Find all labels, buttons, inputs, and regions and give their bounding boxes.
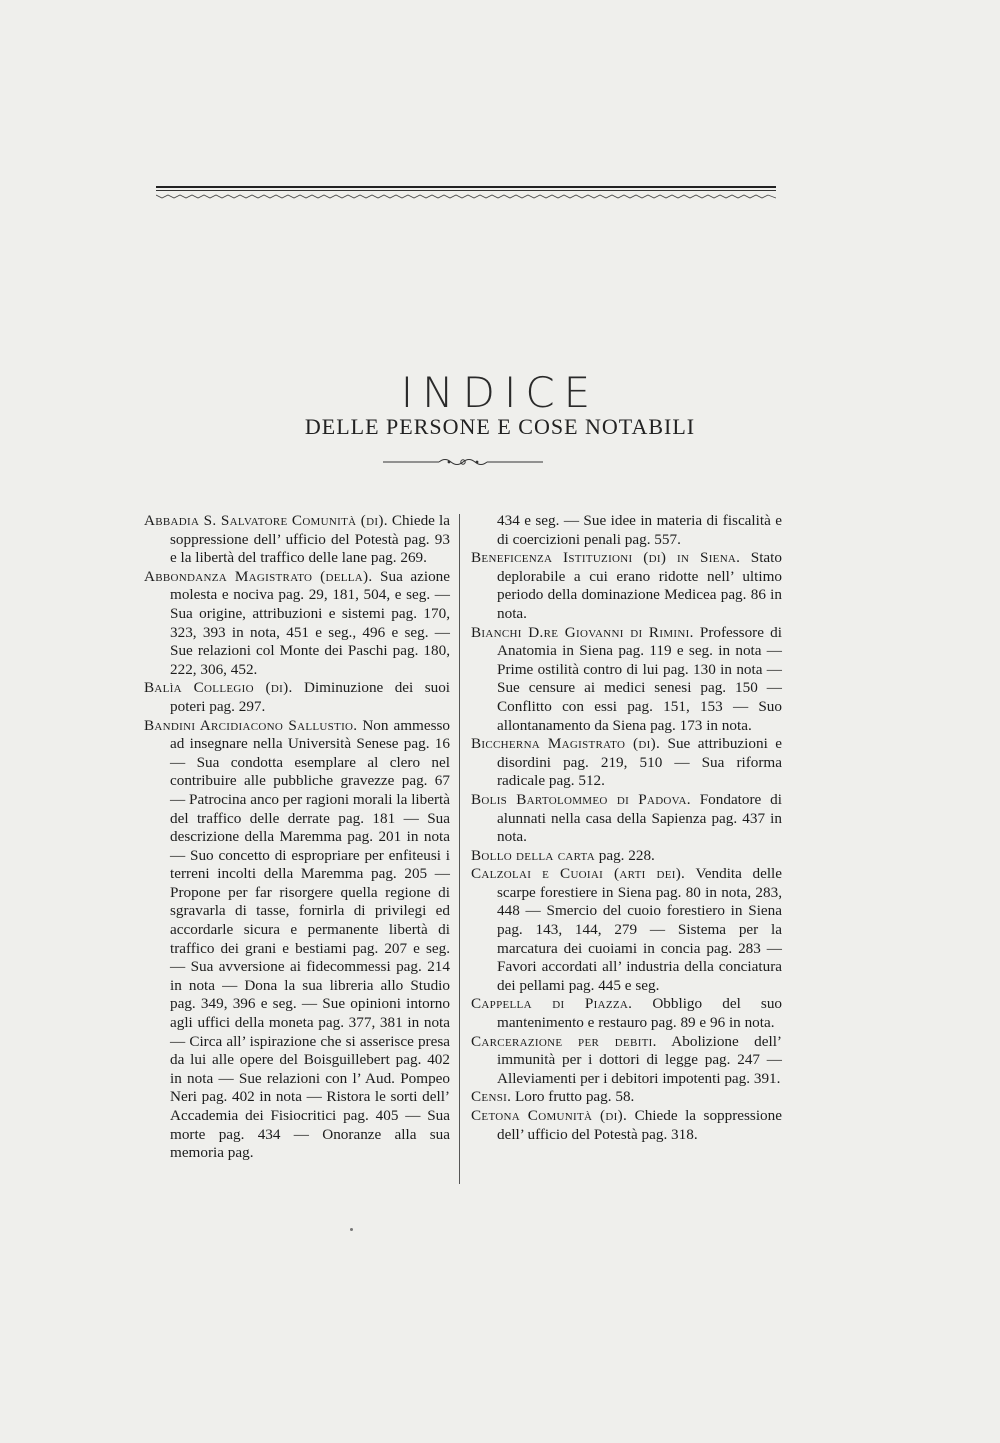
- entry-text: Obbligo del suo mantenimento e restauro pag. 89 e 96 in nota.: [497, 995, 783, 1032]
- entry-text: Non ammesso ad insegnare nella Università Senese pag. 16 — Sua condotta esemplare al clero nel contribuire alle pubbliche gravezze pag. 67 — Patrocina anco per ragioni morali la libertà del traffico delle derrate pag. 181 — Sua descrizione della Maremma pag. 201 in nota — Suo concetto di espropriare per enfiteusi i terreni incolti della Maremma pag. 205 — Propone per far risorgere quella regione di sgravarla di tasse, fornirla di privilegi ed accordarle sicura e permanente libertà di traffico dei grani e bestiami pag. 207 e seg. — Sua avversione ai fidecommessi pag. 214 in nota — Dona la sua libreria allo Studio pag. 349, 396 e seg. — Sue opinioni intorno agli uffici della moneta pag. 377, 381 in nota — Circa all’ ispirazione che si asserisce presa da lui alle opere del Boisguillebert pag. 402 in nota — Sue relazioni con l’ Aud. Pompeo Neri pag. 402 in nota — Ristora le sorti dell’ Accademia dei Fisiocritici pag. 405 — Sua morte pag. 434 — Onoranze alla sua memoria pag.: [170, 716, 450, 1162]
- entry-text: Fondatore di alunnati nella casa della Sapienza pag. 437 in nota.: [497, 790, 782, 846]
- entry-text: Diminuzione dei suoi poteri pag. 297.: [170, 679, 451, 715]
- entry-heading: Cappella di Piazza.: [471, 995, 633, 1013]
- entry-text: Sue attribuzioni e disordini pag. 219, 510 — Sua riforma radicale pag. 512.: [497, 735, 782, 790]
- index-entry: [144, 679, 450, 716]
- decorative-top-rule: [156, 186, 776, 202]
- entry-heading: Bandini Arcidiacono Sallustio.: [144, 716, 358, 734]
- index-entry: [471, 1033, 782, 1089]
- entry-heading: Abbondanza Magistrato (della).: [144, 567, 373, 585]
- index-entry: [144, 717, 450, 1163]
- entry-text: Professore di Anatomia in Siena pag. 119 e seg. in nota — Prime ostilità contro di lui pag. 130 in nota — Sue censure ai medici senesi pag. 150 — Conflitto con essi pag. 151, 153 — Suo allontanamento da Siena pag. 173 in nota.: [497, 623, 782, 734]
- entry-heading: Calzolai e Cuoiai (arti dei).: [471, 865, 686, 883]
- entry-heading: Beneficenza Istituzioni (di) in Siena.: [471, 549, 741, 567]
- paper-speck: [350, 1228, 353, 1231]
- entry-heading: Biccherna Magistrato (di).: [471, 735, 661, 753]
- index-entry: [471, 847, 782, 866]
- index-entry: [471, 1088, 782, 1107]
- index-entry: [144, 512, 450, 568]
- entry-text: Loro frutto pag. 58.: [511, 1088, 635, 1106]
- index-column-right: [471, 512, 782, 1144]
- entry-heading: Bianchi D.re Giovanni di Rimini.: [471, 623, 694, 641]
- entry-text: Chiede la soppressione dell’ ufficio del Potestà pag. 93 e la libertà del traffico delle lane pag. 269.: [170, 512, 451, 567]
- entry-text: Sua azione molesta e nociva pag. 29, 181, 504, e seg. — Sua origine, attribuzioni e sistemi pag. 170, 323, 393 in nota, 451 e seg., 496 e seg. — Sue relazioni col Monte dei Paschi pag. 180, 222, 306, 452.: [170, 567, 450, 678]
- entry-text: Abolizione dell’ immunità per i dottori di legge pag. 247 — Alleviamenti per i debitori impotenti pag. 391.: [497, 1032, 782, 1087]
- entry-heading: Bolis Bartolommeo di Padova.: [471, 790, 691, 808]
- page-subtitle: DELLE PERSONE E COSE NOTABILI: [304, 414, 696, 439]
- index-entry: [144, 568, 450, 680]
- entry-heading: Cetona Comunità (di).: [471, 1107, 628, 1124]
- entry-heading: Carcerazione per debiti.: [471, 1032, 657, 1050]
- index-entry: [471, 995, 782, 1032]
- entry-continuation: 434 e seg. — Sue idee in materia di fiscalità e di coercizioni penali pag. 557.: [497, 512, 782, 548]
- index-entry: [471, 1107, 782, 1144]
- page-title: INDICE: [400, 368, 600, 417]
- decorative-divider-ornament: [383, 455, 543, 469]
- index-entry: [471, 735, 782, 791]
- entry-text: pag. 228.: [594, 846, 655, 864]
- entry-text: Chiede la soppressione dell’ ufficio del Potestà pag. 318.: [497, 1107, 782, 1143]
- entry-heading: Balìa Collegio (di).: [144, 679, 293, 697]
- column-divider: [459, 514, 460, 1184]
- entry-heading: Abbadia S. Salvatore Comunità (di).: [144, 512, 388, 529]
- index-entry: [471, 549, 782, 623]
- entry-text: Vendita delle scarpe forestiere in Siena pag. 80 in nota, 283, 448 — Smercio del cuoio forestiero in Siena pag. 143, 144, 279 — Sistema per la marcatura dei cuoiami in concia pag. 283 — Favori accordati all’ industria della conciatura dei pellami pag. 445 e seg.: [497, 865, 782, 994]
- index-entry: [471, 791, 782, 847]
- index-entry: [471, 624, 782, 736]
- index-entry: [471, 865, 782, 995]
- entry-text: Stato deplorabile a cui erano ridotte nell’ ultimo periodo della dominazione Medicea pag. 86 in nota.: [497, 549, 782, 622]
- entry-heading: Censi.: [471, 1088, 512, 1106]
- index-column-left: [144, 512, 450, 1163]
- entry-heading: Bollo della carta: [471, 846, 595, 864]
